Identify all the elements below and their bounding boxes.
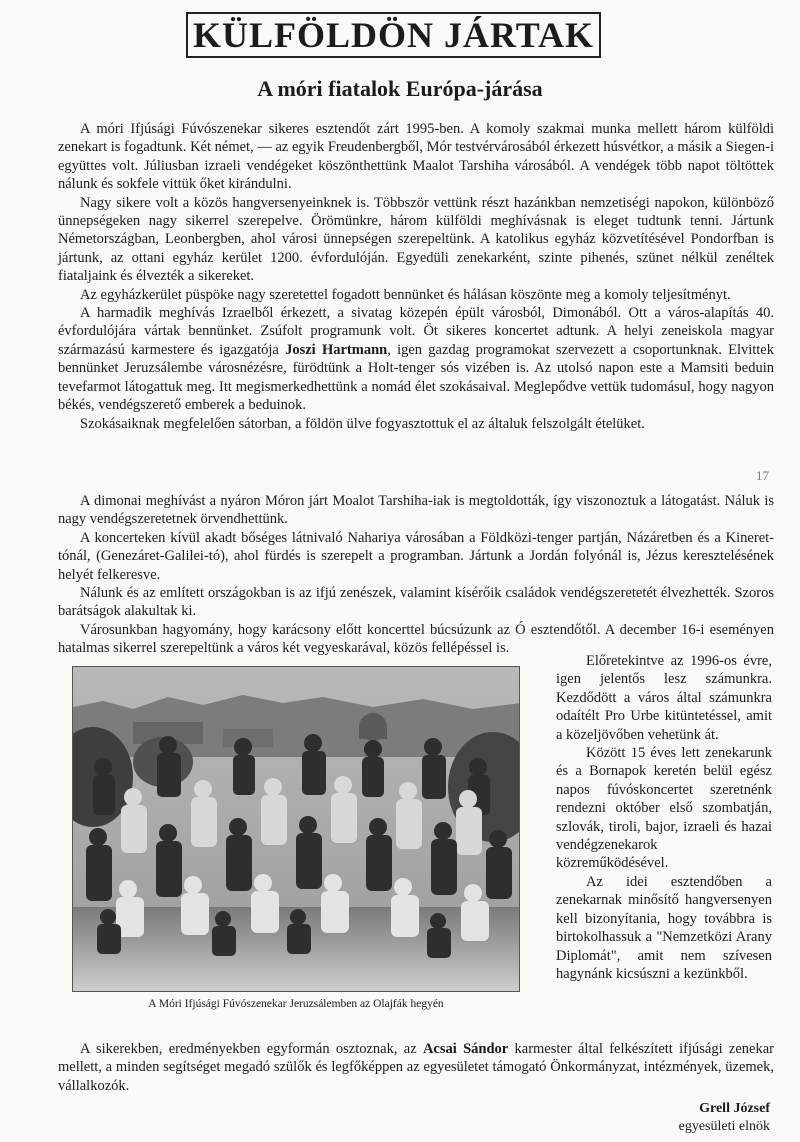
paragraph: Között 15 éves lett zenekarunk és a Bornapok keretén belül egész napos fúvóskoncertet szeretnénk rendezni október első szombatján, szlovák, tiroli, bajor, izraeli és hazai vendégzenekarok közreműködésével.: [556, 745, 772, 872]
section-header: [186, 12, 601, 58]
conductor-name: Acsai Sándor: [422, 1041, 509, 1057]
paragraph: A móri Ifjúsági Fúvószenekar sikeres esztendőt zárt 1995-ben. A komoly szakmai munka mellett három külföldi zenekart is fogadtunk. Két német, — az egyik Freudenbergből, Mór testvérvárosából érkezett húsvétkor, a másik a Siegen-i együttes volt. Júliusban izraeli vendégeket köszönthettünk Maalot Tarshiha városából. A vendégek több napot töltöttek nálunk és sokfele vittük őket kirándulni.: [58, 121, 774, 193]
photo-caption: A Móri Ifjúsági Fúvószenekar Jeruzsálemben az Olajfák hegyén: [148, 998, 444, 1010]
article-side-column: [556, 652, 772, 983]
paragraph: Előretekintve az 1996-os évre, igen jelentős lesz számunkra. Kezdődött a város által számunkra odaítélt Pro Urbe kitüntetéssel, amit a közeljövőben vehetünk át.: [556, 653, 772, 743]
article-top-block: [58, 120, 774, 433]
paragraph: Városunkban hagyomány, hogy karácsony előtt koncerttel búcsúzunk az Ó esztendőtől. A december 16-i eseményen hatalmas sikerrel szerepeltünk a város két vegyeskarával, közös fellépéssel is.: [58, 621, 774, 657]
article-subtitle: A móri fiatalok Európa-járása: [257, 76, 543, 101]
group-photo-illustration: [73, 667, 520, 992]
paragraph: A koncerteken kívül akadt bőséges látnivaló Nahariya városában a Földközi-tenger partján, Názáretben és a Kineret-tónál, (Genezáret-Galilei-tó), ahol fürdés is szerepelt a programban. Jártunk a Jordán folyónál is, Jézus keresztelésének helyét felkeresve.: [58, 529, 774, 583]
page-number: 17: [756, 468, 769, 483]
paragraph: Az egyházkerület püspöke nagy szeretettel fogadott bennünket és hálásan köszönte meg a komoly teljesítményt.: [80, 286, 731, 303]
paragraph-text: karmester által felkészített ifjúsági zenekar mellett, a minden segítséget megadó szülők és legfőképpen az egyesületet támogató Önkormányzat, intézmények, üzemek, vállalkozók.: [58, 1041, 774, 1094]
paragraph: [58, 304, 774, 414]
paragraph: Nagy sikere volt a közös hangversenyeinknek is. Többször vettünk részt hazánkban nemzetiségi napokon, különböző ünnepségeken nagy sikerrel szerepelve. Örömünkre, három külföldi meghívásnak is eleget tudtunk tenni. Jártunk Németországban, Leonbergben, ahol városi ünnepségen szerepeltünk. A katolikus egyház közvetítésével Pondorfban is jártunk, az ottani egyház kerület 1200. évfordulóján. Egyedüli zenekarként, szinte pihenés, szünet nélkül zenéltek fiataljaink és élvezték a sikereket.: [58, 194, 774, 285]
paragraph-text: A harmadik meghívás Izraelből érkezett, a sivatag közepén épült városból, Dimonából. Ott a város-alapítás 40. évfordulójára vártak bennünket. Zsúfolt programunk volt. Öt sikeres koncertet adtunk. A helyi zeneiskola magyar származású karmestere és igazgatója: [58, 305, 774, 358]
author-name: Grell József: [699, 1101, 770, 1116]
paragraph: Szokásaiknak megfelelően sátorban, a földön ülve fogyasztottuk el az általuk felszolgált ételüket.: [80, 415, 645, 432]
paragraph: [58, 1040, 774, 1095]
author-role: egyesületi elnök: [678, 1119, 770, 1134]
paragraph: Az idei esztendőben a zenekarnak minősítő hangversenyen kell bizonyítania, hogy továbbra is birtokolhassuk a "Nemzetközi Arany Diplomát", amit nem szívesen hagynánk kicsúszni a kezünkből.: [556, 873, 772, 982]
article-mid-block: [58, 492, 774, 658]
section-title: KÜLFÖLDÖN JÁRTAK: [192, 15, 595, 55]
paragraph-text: , igen gazdag programokat szervezett a csoportunknak. Elvittek bennünket Jeruzsálembe városnézésre, fürödtünk a Holt-tenger sós vizében is. Az utolsó napon este a Mamsiti beduin tevefarmot látogattuk meg. Itt megismerkedhettünk a nomád élet szokásaival. Meglepődve vettük tudomásul, hogy nagyon békés, vendégszerető emberek a beduinok.: [58, 341, 774, 414]
paragraph-text: A sikerekben, eredményekben egyformán osztoznak, az: [80, 1041, 423, 1057]
signature: [679, 1100, 770, 1136]
paragraph: Nálunk és az említett országokban is az ifjú zenészek, valamint kísérőik családok vendégszeretetét élvezhették. Szoros barátságok alakultak ki.: [58, 585, 774, 620]
article-bottom-block: [58, 1040, 774, 1095]
conductor-name: Joszi Hartmann: [285, 341, 388, 358]
group-photo: [72, 666, 520, 992]
paragraph: A dimonai meghívást a nyáron Móron járt Moalot Tarshiha-iak is megtoldották, így viszonoztuk a látogatást. Náluk is nagy vendégszeretetnek örvendhettünk.: [58, 493, 774, 528]
